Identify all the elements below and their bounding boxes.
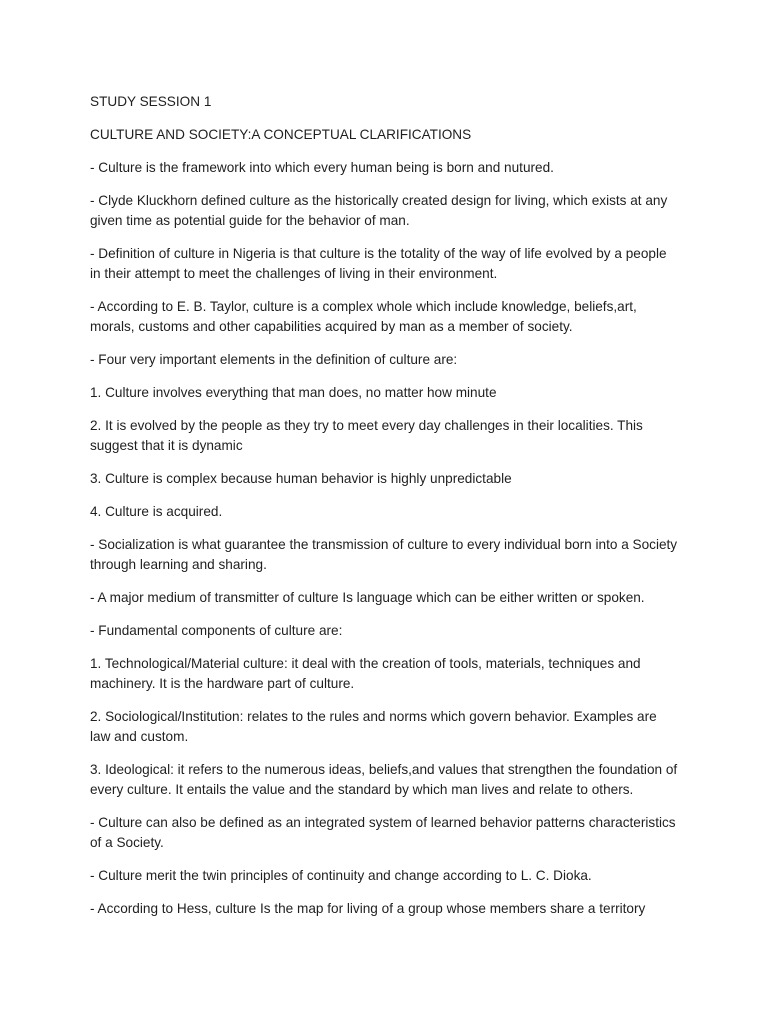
paragraph: - Culture can also be defined as an integrated system of learned behavior patterns characteristics of a Society. [90, 815, 676, 850]
section-title: CULTURE AND SOCIETY:A CONCEPTUAL CLARIFICATIONS [90, 127, 472, 142]
paragraph: - Culture is the framework into which every human being is born and nutured. [90, 160, 554, 175]
paragraph: - Socialization is what guarantee the transmission of culture to every individual born into a Society through learning and sharing. [90, 537, 678, 572]
list-item: 2. It is evolved by the people as they try to meet every day challenges in their localities. This suggest that it is dynamic [90, 418, 643, 453]
paragraph: - Definition of culture in Nigeria is that culture is the totality of the way of life evolved by a people in their attempt to meet the challenges of living in their environment. [90, 246, 667, 281]
list-item: 4. Culture is acquired. [90, 504, 223, 519]
paragraph: - Fundamental components of culture are: [90, 623, 343, 638]
paragraph: - Four very important elements in the definition of culture are: [90, 352, 458, 367]
list-item: 1. Culture involves everything that man does, no matter how minute [90, 385, 497, 400]
paragraph: - According to E. B. Taylor, culture is a complex whole which include knowledge, beliefs,art, morals, customs and other capabilities acquired by man as a member of society. [90, 299, 637, 334]
paragraph: - A major medium of transmitter of culture Is language which can be either written or spoken. [90, 590, 645, 605]
paragraph: - Clyde Kluckhorn defined culture as the historically created design for living, which exists at any given time as potential guide for the behavior of man. [90, 193, 668, 228]
list-item: 2. Sociological/Institution: relates to the rules and norms which govern behavior. Examples are law and custom. [90, 709, 657, 744]
list-item: 3. Ideological: it refers to the numerous ideas, beliefs,and values that strengthen the foundation of every culture. It entails the value and the standard by which man lives and relate to others. [90, 762, 678, 797]
list-item: 3. Culture is complex because human behavior is highly unpredictable [90, 471, 512, 486]
paragraph: - According to Hess, culture Is the map for living of a group whose members share a territory [90, 901, 646, 916]
paragraph: - Culture merit the twin principles of continuity and change according to L. C. Dioka. [90, 868, 592, 883]
session-heading: STUDY SESSION 1 [90, 94, 212, 109]
list-item: 1. Technological/Material culture: it deal with the creation of tools, materials, techniques and machinery. It is the hardware part of culture. [90, 656, 641, 691]
